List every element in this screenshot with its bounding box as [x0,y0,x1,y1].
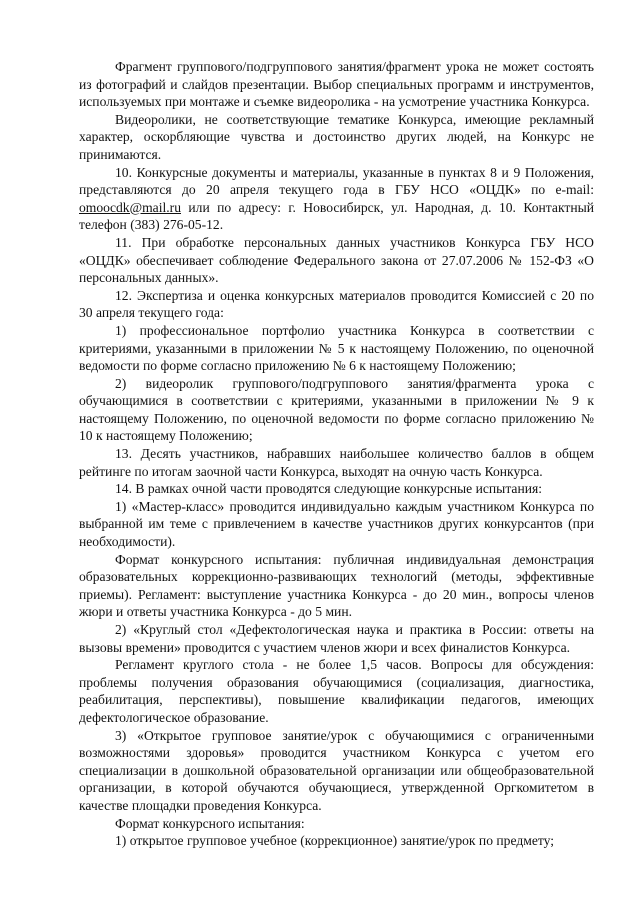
paragraph-14-master-class: 1) «Мастер-класс» проводится индивидуально каждым участником Конкурса по выбранной им теме с привлечением в качестве участников других конкурсантов (при необходимости). [79,498,594,550]
paragraph-video-fragment: Фрагмент группового/подгруппового занятия/фрагмент урока не может состоять из фотографий и слайдов презентации. Выбор специальных программ и инструментов, используемых при монтаже и съемке видеоролика - на усмотрение участника Конкурса. [79,59,594,110]
paragraph-12-item-1: 1) профессиональное портфолио участника Конкурса в соответствии с критериями, указанными в приложении № 5 к настоящему Положению, по оценочной ведомости по форме согласно приложению № 6 к настоящему Положению; [79,322,594,374]
email-link[interactable]: omoocdk@mail.ru [79,199,181,215]
paragraph-10-submission [79,164,594,234]
paragraph-14-open-lesson: 3) «Открытое групповое занятие/урок с обучающимися с ограниченными возможностями здоровья» проводится участником Конкурса с учетом его специализации в дошкольной образовательной организации или общеобразовательной организации, в которой обучаются обучающиеся, утвержденной Оргкомитетом в качестве площадки проведения Конкурса. [79,727,594,813]
paragraph-master-class-format: Формат конкурсного испытания: публичная индивидуальная демонстрация образовательных коррекционно-развивающих технологий (методы, эффективные приемы). Регламент: выступление участника Конкурса - до 20 мин., вопросы членов жюри и ответы участника Конкурса - до 5 мин. [79,551,594,620]
paragraph-10-text-after: или по адресу: г. Новосибирск, ул. Народная, д. 10. Контактный телефон (383) 276-05-12. [79,199,594,233]
paragraph-open-lesson-format-label: Формат конкурсного испытания: [115,815,305,831]
paragraph-11-personal-data: 11. При обработке персональных данных участников Конкурса ГБУ НСО «ОЦДК» обеспечивает соблюдение Федерального закона от 27.07.2006 № 152-ФЗ «О персональных данных». [79,234,594,286]
paragraph-14-round-table: 2) «Круглый стол «Дефектологическая наука и практика в России: ответы на вызовы времени» проводится с участием членов жюри и всех финалистов Конкурса. [79,622,594,655]
paragraph-round-table-format: Регламент круглого стола - не более 1,5 часов. Вопросы для обсуждения: проблемы получения образования обучающимися (социализация, диагностика, реабилитация, перспективы), повышение квалификации педагогов, имеющих дефектологическое образование. [79,657,594,725]
paragraph-video-rejection: Видеоролики, не соответствующие тематике Конкурса, имеющие рекламный характер, оскорбляющие чувства и достоинство других людей, на Конкурс не принимаются. [79,111,594,162]
paragraph-12-item-2: 2) видеоролик группового/подгруппового занятия/фрагмента урока с обучающимися в соответствии с критериями, указанными в приложении № 9 к настоящему Положению, по оценочной ведомости по форме согласно приложению № 10 к настоящему Положению; [79,375,594,444]
paragraph-13-top-ten: 13. Десять участников, набравших наибольшее количество баллов в общем рейтинге по итогам заочной части Конкурса, выходят на очную часть Конкурса. [79,446,594,479]
paragraph-14-tests: 14. В рамках очной части проводятся следующие конкурсные испытания: [115,481,543,497]
paragraph-10-text-before: 10. Конкурсные документы и материалы, указанные в пунктах 8 и 9 Положения, представляются до 20 апреля текущего года в ГБУ НСО «ОЦДК» по e-mail: [79,164,594,198]
paragraph-open-lesson-format-item-1: 1) открытое групповое учебное (коррекционное) занятие/урок по предмету; [115,833,555,849]
paragraph-12-expertise: 12. Экспертиза и оценка конкурсных материалов проводится Комиссией с 20 по 30 апреля текущего года: [79,287,594,321]
document-page [79,58,594,850]
